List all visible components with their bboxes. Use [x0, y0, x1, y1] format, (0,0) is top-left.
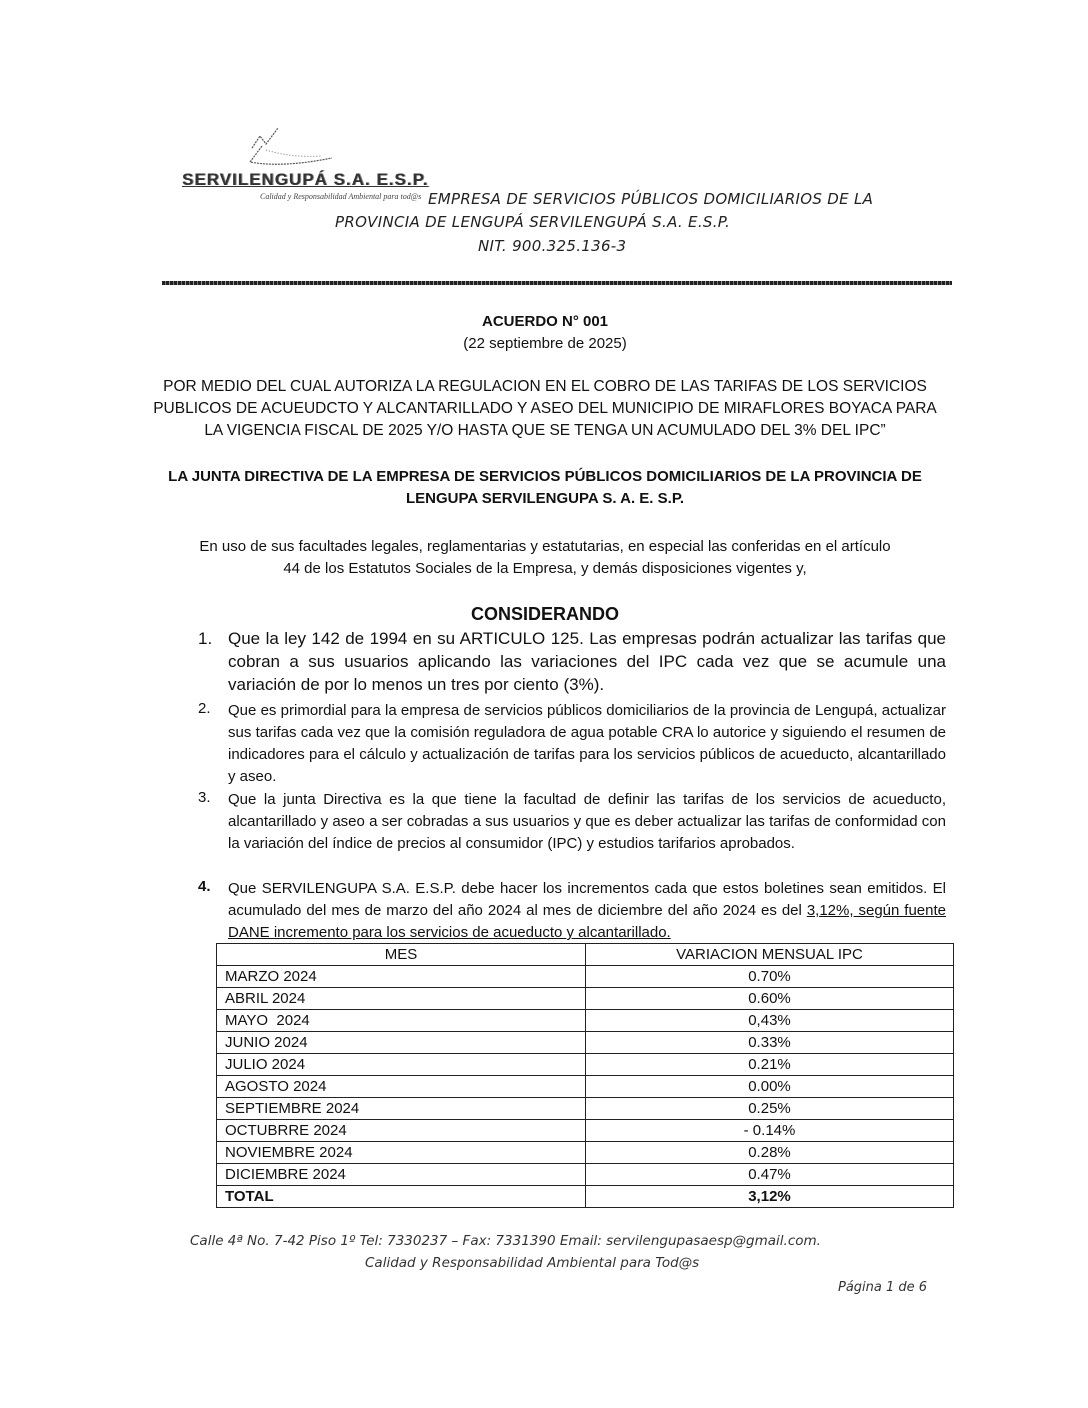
table-header-row — [217, 944, 954, 966]
page-number: Página 1 de 6 — [838, 1280, 928, 1295]
item-number: 3. — [198, 789, 211, 806]
item-text-underlined: 3,12%, según fuente DANE incremento para los servicios de acueducto y alcantarillado. — [228, 902, 947, 941]
cell-total-label: TOTAL — [217, 1186, 586, 1208]
cell-variacion: 0.33% — [586, 1032, 954, 1054]
acuerdo-number: ACUERDO N° 001 — [481, 313, 609, 330]
subject-line: PUBLICOS DE ACUEUDCTO Y ALCANTARILLADO Y ASEO DEL MUNICIPIO DE MIRAFLORES BOYACA PARA — [153, 400, 937, 417]
subject-line: POR MEDIO DEL CUAL AUTORIZA LA REGULACION EN EL COBRO DE LAS TARIFAS DE LOS SERVICIOS — [163, 378, 927, 395]
footer-slogan: Calidad y Responsabilidad Ambiental para Tod@s — [365, 1255, 700, 1271]
junta-heading — [140, 466, 950, 510]
item-text-main: Que SERVILENGUPA S.A. E.S.P. debe hacer los incrementos cada que estos boletines sean emitidos. El acumulado del mes de marzo del año 2024 al mes de diciembre del año 2024 es del — [228, 880, 946, 919]
table-row — [217, 1054, 954, 1076]
cell-mes: JUNIO 2024 — [217, 1032, 586, 1054]
cell-variacion: 0.00% — [586, 1076, 954, 1098]
cell-mes: NOVIEMBRE 2024 — [217, 1142, 586, 1164]
logo-name: SERVILENGUPÁ S.A. E.S.P. — [182, 170, 429, 189]
junta-line: LA JUNTA DIRECTIVA DE LA EMPRESA DE SERVICIOS PÚBLICOS DOMICILIARIOS DE LA PROVINCIA DE — [168, 468, 922, 485]
table-row — [217, 988, 954, 1010]
cell-mes: MAYO 2024 — [217, 1010, 586, 1032]
cell-mes: ABRIL 2024 — [217, 988, 586, 1010]
table-row — [217, 1098, 954, 1120]
considerando-heading: CONSIDERANDO — [470, 604, 619, 624]
col-header-variacion: VARIACION MENSUAL IPC — [586, 944, 954, 966]
cell-mes: JULIO 2024 — [217, 1054, 586, 1076]
item-number: 4. — [198, 878, 211, 895]
company-logo — [182, 128, 429, 208]
acuerdo-subject — [140, 376, 950, 442]
item-text: Que la junta Directiva es la que tiene la facultad de definir las tarifas de los servicios de acueducto, alcantarillado y aseo a ser cobradas a sus usuarios y que es deber actualizar las tarifas de conformidad con la variación del índice de precios al consumidor (IPC) y estudios tarifarios aprobados. — [228, 791, 946, 852]
cell-variacion: 0.70% — [586, 966, 954, 988]
item-text: Que es primordial para la empresa de servicios públicos domiciliarios de la provincia de Lengupá, actualizar sus tarifas cada vez que la comisión reguladora de agua potable CRA lo autorice y siguiendo el resumen de indicadores para el cálculo y actualización de tarifas para los servicios públicos de acueducto, alcantarillado y aseo. — [228, 702, 946, 785]
cell-variacion: 0.47% — [586, 1164, 954, 1186]
header-divider — [162, 281, 952, 285]
logo-slogan: Calidad y Responsabilidad Ambiental para tod@s — [260, 192, 422, 201]
item-text: Que la ley 142 de 1994 en su ARTICULO 125. Las empresas podrán actualizar las tarifas que cobran a sus usuarios aplicando las variaciones del IPC cada vez que se acumule una variación de por lo menos un tres por ciento (3%). — [228, 629, 946, 694]
cell-variacion: 0.25% — [586, 1098, 954, 1120]
item-number: 1. — [198, 629, 213, 648]
company-name-line2: PROVINCIA DE LENGUPÁ SERVILENGUPÁ S.A. E.S.P. — [335, 213, 731, 231]
cell-mes: OCTUBRRE 2024 — [217, 1120, 586, 1142]
cell-mes: AGOSTO 2024 — [217, 1076, 586, 1098]
junta-line: LENGUPA SERVILENGUPA S. A. E. S.P. — [405, 490, 685, 507]
ipc-table — [216, 943, 954, 1208]
cell-mes: MARZO 2024 — [217, 966, 586, 988]
cell-variacion: 0,43% — [586, 1010, 954, 1032]
acuerdo-date: (22 septiembre de 2025) — [463, 335, 627, 352]
cell-mes: DICIEMBRE 2024 — [217, 1164, 586, 1186]
cell-variacion: 0.60% — [586, 988, 954, 1010]
subject-line: LA VIGENCIA FISCAL DE 2025 Y/O HASTA QUE SE TENGA UN ACUMULADO DEL 3% DEL IPC” — [204, 422, 886, 439]
footer-address: Calle 4ª No. 7-42 Piso 1º Tel: 7330237 – Fax: 7331390 Email: servilengupasaesp@gmail.com. — [190, 1233, 821, 1249]
company-name-line1: EMPRESA DE SERVICIOS PÚBLICOS DOMICILIARIOS DE LA — [428, 190, 874, 208]
table-row — [217, 966, 954, 988]
cell-variacion: 0.21% — [586, 1054, 954, 1076]
table-total-row — [217, 1186, 954, 1208]
table-row — [217, 1142, 954, 1164]
uso-line: 44 de los Estatutos Sociales de la Empresa, y demás disposiciones vigentes y, — [283, 560, 807, 577]
company-nit: NIT. 900.325.136-3 — [478, 237, 627, 255]
col-header-mes: MES — [217, 944, 586, 966]
cell-mes: SEPTIEMBRE 2024 — [217, 1098, 586, 1120]
cell-variacion: - 0.14% — [586, 1120, 954, 1142]
item-number: 2. — [198, 700, 211, 717]
table-row — [217, 1076, 954, 1098]
table-row — [217, 1010, 954, 1032]
table-row — [217, 1032, 954, 1054]
table-row — [217, 1120, 954, 1142]
facultades-paragraph — [140, 536, 950, 580]
cell-total-value: 3,12% — [586, 1186, 954, 1208]
uso-line: En uso de sus facultades legales, reglamentarias y estatutarias, en especial las conferidas en el artículo — [199, 538, 891, 555]
item-text — [228, 878, 946, 944]
cell-variacion: 0.28% — [586, 1142, 954, 1164]
table-row — [217, 1164, 954, 1186]
